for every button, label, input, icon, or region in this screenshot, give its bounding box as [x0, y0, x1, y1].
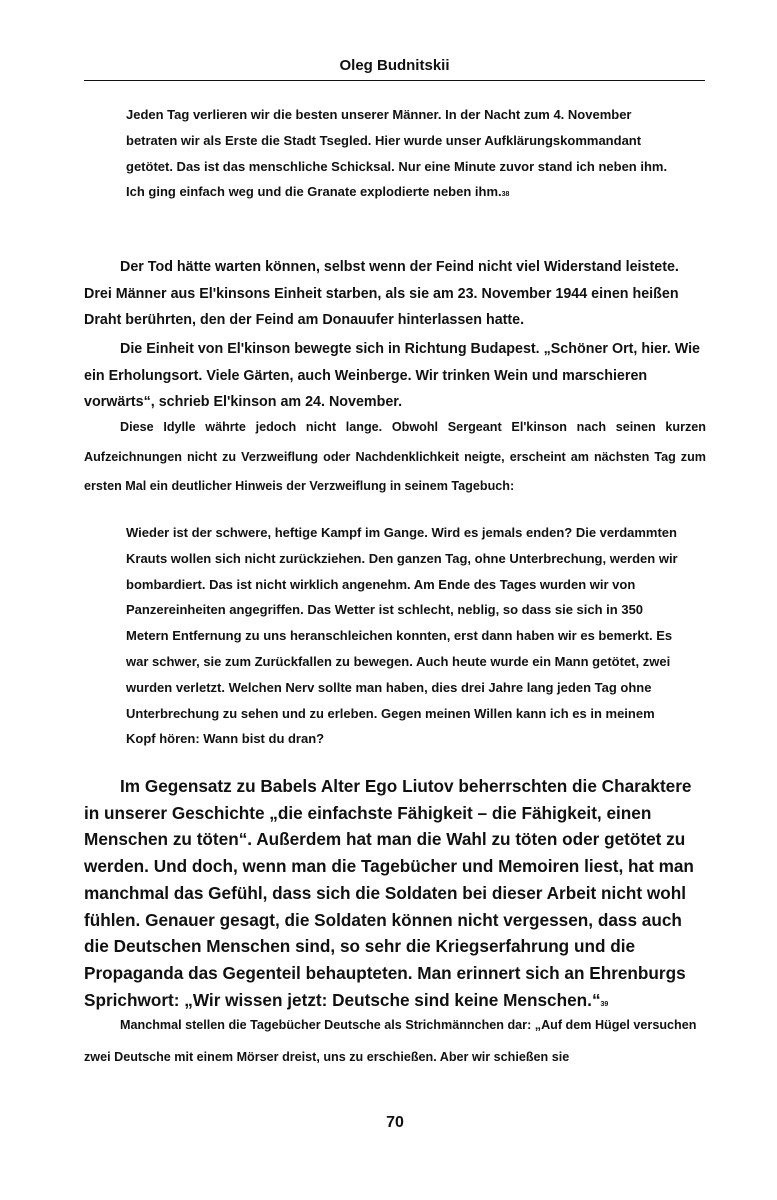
- block-quote-2: Wieder ist der schwere, heftige Kampf im Gange. Wird es jemals enden? Die verdammten Krauts wollen sich nicht zurückziehen. Den ganzen Tag, ohne Unterbrechung, werden wir bombardiert. Das ist nicht wirklich angenehm. Am Ende des Tages wurden wir von Panzereinheiten angegriffen. Das Wetter ist schlecht, neblig, so dass sie sich in 350 Metern Entfernung zu uns heranschleichen konnten, erst dann haben wir es bemerkt. Es war schwer, sie zum Zurückfallen zu bewegen. Auch heute wurde ein Mann getötet, zwei wurden verletzt. Welchen Nerv sollte man haben, dies drei Jahre lang jeden Tag ohne Unterbrechung zu sehen und zu erleben. Gegen meinen Willen kann ich es in meinem Kopf hören: Wann bist du dran?: [126, 525, 678, 747]
- footnote-ref-39[interactable]: 39: [600, 1000, 609, 1008]
- paragraph-1: Der Tod hätte warten können, selbst wenn der Feind nicht viel Widerstand leistete. Drei Männer aus El'kinsons Einheit starben, als sie am 23. November 1944 einen heißen Draht berührten, den der Feind am Donauufer hinterlassen hatte.: [84, 259, 679, 329]
- footnote-ref-38[interactable]: 38: [501, 191, 510, 199]
- header-divider: [84, 80, 705, 81]
- running-header-author: Oleg Budnitskii: [339, 57, 450, 74]
- paragraph-2: Die Einheit von El'kinson bewegte sich in Richtung Budapest. „Schöner Ort, hier. Wie ein Erholungsort. Viele Gärten, auch Weinberge. Wir trinken Wein und marschieren vorwärts“, schrieb El'kinson am 24. November.: [84, 341, 701, 411]
- paragraph-5: Manchmal stellen die Tagebücher Deutsche als Strichmännchen dar: „Auf dem Hügel versuchen zwei Deutsche mit einem Mörser dreist, uns zu erschießen. Aber wir schießen sie: [84, 1018, 697, 1064]
- paragraph-4-text: Im Gegensatz zu Babels Alter Ego Liutov beherrschten die Charaktere in unserer Geschichte „die einfachste Fähigkeit – die Fähigkeit, einen Menschen zu töten“. Außerdem hat man die Wahl zu töten oder getötet zu werden. Und doch, wenn man die Tagebücher und Memoiren liest, hat man manchmal das Gefühl, dass sich die Soldaten bei dieser Arbeit nicht wohl fühlen. Genauer gesagt, die Soldaten können nicht vergessen, dass auch die Deutschen Menschen sind, so sehr die Kriegserfahrung und die Propaganda das Gegenteil behaupteten. Man erinnert sich an Ehrenburgs Sprichwort: „Wir wissen jetzt: Deutsche sind keine Menschen.“: [84, 776, 694, 1010]
- paragraph-3: Diese Idylle währte jedoch nicht lange. Obwohl Sergeant El'kinson nach seinen kurzen Aufzeichnungen nicht zu Verzweiflung oder Nachdenklichkeit neigte, erscheint am nächsten Tag zum ersten Mal ein deutlicher Hinweis der Verzweiflung in seinem Tagebuch:: [84, 420, 706, 494]
- paragraph-4: [84, 773, 706, 1018]
- page-number: 70: [386, 1114, 404, 1131]
- block-quote-1: [126, 102, 686, 208]
- block-quote-1-text: Jeden Tag verlieren wir die besten unserer Männer. In der Nacht zum 4. November betraten wir als Erste die Stadt Tsegled. Hier wurde unser Aufklärungskommandant getötet. Das ist das menschliche Schicksal. Nur eine Minute zuvor stand ich neben ihm. Ich ging einfach weg und die Granate explodierte neben ihm.: [126, 107, 668, 200]
